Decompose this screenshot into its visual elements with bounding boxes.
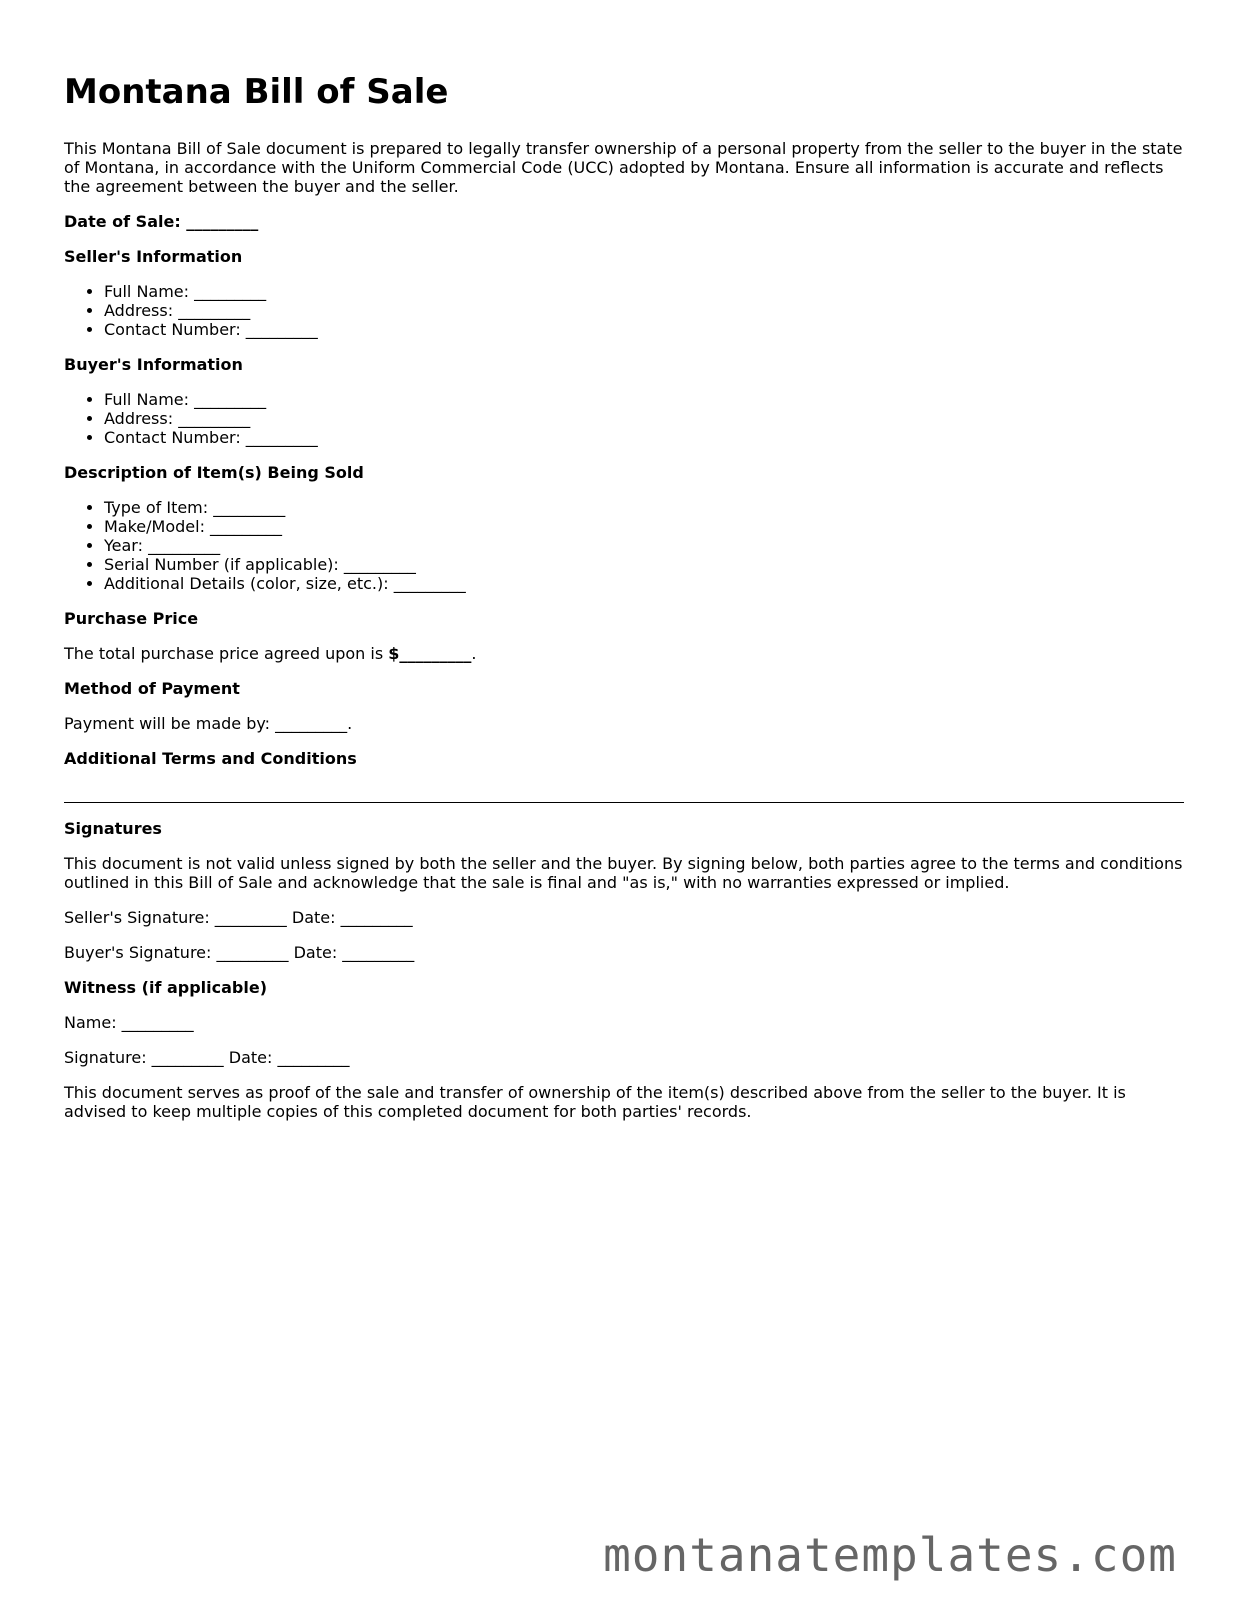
buyer-address: • Address: _________ <box>104 409 1184 428</box>
purchase-price-suffix: . <box>471 643 477 663</box>
seller-contact-number: • Contact Number: _________ <box>104 320 1184 339</box>
buyer-list <box>64 390 1184 447</box>
date-of-sale: Date of Sale: _________ <box>64 211 259 231</box>
purchase-price-prefix: The total purchase price agreed upon is <box>64 643 389 663</box>
description-list <box>64 498 1184 593</box>
witness-name-line: Name: _________ <box>64 1012 194 1032</box>
closing-paragraph: This document serves as proof of the sale and transfer of ownership of the item(s) described above from the seller to the buyer. It is advised to keep multiple copies of this completed document for both parties' records. <box>64 1082 1126 1121</box>
witness-signature-line: Signature: _________ Date: _________ <box>64 1047 350 1067</box>
seller-heading: Seller's Information <box>64 246 243 266</box>
seller-full-name: • Full Name: _________ <box>104 282 1184 301</box>
item-year: • Year: _________ <box>104 536 1184 555</box>
description-heading: Description of Item(s) Being Sold <box>64 462 364 482</box>
payment-method-text: Payment will be made by: _________. <box>64 713 353 733</box>
intro-paragraph: This Montana Bill of Sale document is prepared to legally transfer ownership of a personal property from the seller to the buyer in the state of Montana, in accordance with the Uniform Commercial Code (UCC) adopted by Montana. Ensure all information is accurate and reflects the agreement between the buyer and the seller. <box>64 138 1183 196</box>
buyer-full-name: • Full Name: _________ <box>104 390 1184 409</box>
signatures-text: This document is not valid unless signed by both the seller and the buyer. By signing below, both parties agree to the terms and conditions outlined in this Bill of Sale and acknowledge that the sale is final and "as is," with no warranties expressed or implied. <box>64 853 1183 892</box>
seller-signature-line: Seller's Signature: _________ Date: _________ <box>64 907 413 927</box>
signatures-heading: Signatures <box>64 818 162 838</box>
seller-address: • Address: _________ <box>104 301 1184 320</box>
payment-method-heading: Method of Payment <box>64 678 240 698</box>
witness-heading: Witness (if applicable) <box>64 977 268 997</box>
watermark: montanatemplates.com <box>603 1528 1177 1582</box>
buyer-contact-number: • Contact Number: _________ <box>104 428 1184 447</box>
purchase-price-text <box>64 644 1184 663</box>
item-serial-number: • Serial Number (if applicable): _________ <box>104 555 1184 574</box>
document-page <box>64 72 1184 1137</box>
buyer-signature-line: Buyer's Signature: _________ Date: _________ <box>64 942 415 962</box>
item-additional-details: • Additional Details (color, size, etc.): _________ <box>104 574 1184 593</box>
seller-list <box>64 282 1184 339</box>
item-type: • Type of Item: _________ <box>104 498 1184 517</box>
purchase-price-heading: Purchase Price <box>64 608 199 628</box>
item-make-model: • Make/Model: _________ <box>104 517 1184 536</box>
additional-terms-line <box>64 802 1184 803</box>
additional-terms-heading: Additional Terms and Conditions <box>64 748 357 768</box>
purchase-price-amount: $_________ <box>388 643 472 663</box>
buyer-heading: Buyer's Information <box>64 354 243 374</box>
page-title: Montana Bill of Sale <box>64 72 449 112</box>
